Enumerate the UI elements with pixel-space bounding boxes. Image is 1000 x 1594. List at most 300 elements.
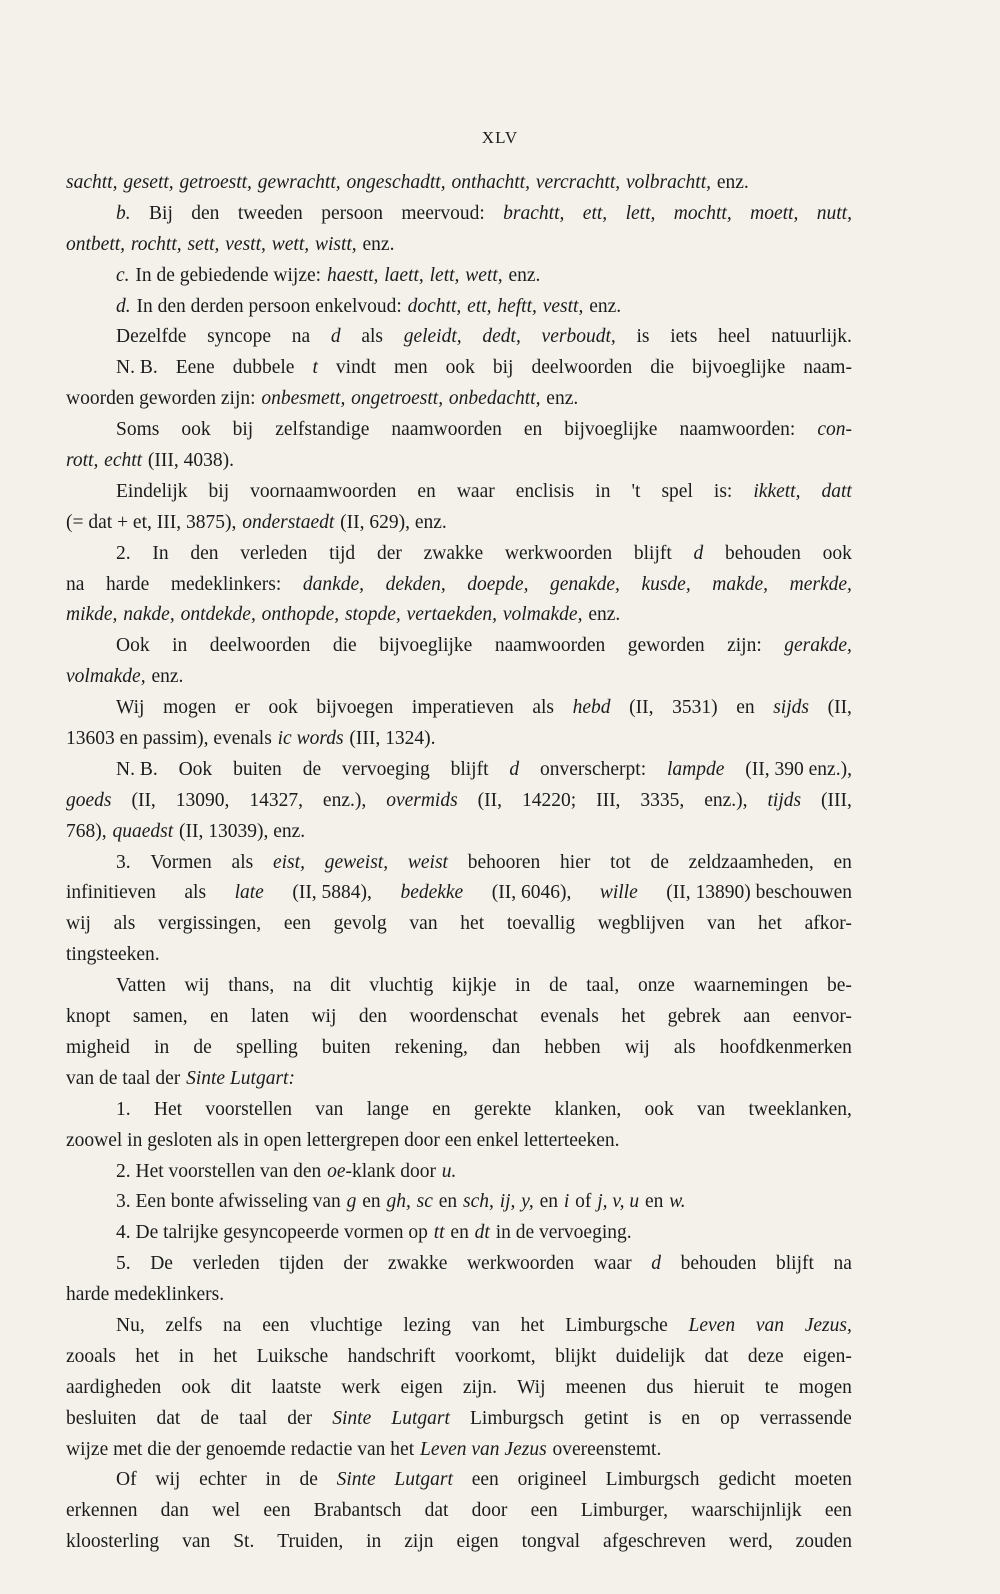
word: knopt (66, 1006, 111, 1028)
italic-word: d (693, 542, 704, 564)
word: zeldzaamheden, (688, 851, 814, 873)
italic-word: d. (116, 295, 131, 317)
italic-word: gesett, (123, 172, 174, 193)
italic-word: nutt, (816, 202, 852, 224)
word: (II, (131, 789, 156, 811)
word: deze (747, 1345, 784, 1367)
word: en (362, 1191, 381, 1213)
word: origineel (517, 1469, 587, 1491)
word: Ook (178, 758, 213, 780)
word: gevolg (333, 913, 387, 935)
italic-word: d (509, 758, 520, 780)
word: tijd (329, 542, 356, 564)
italic-word: onderstaedt (242, 511, 335, 533)
italic-word: Sinte (332, 1407, 372, 1429)
word: 3531) (672, 697, 718, 719)
word: 2. (116, 542, 131, 564)
word: kijkje (452, 975, 497, 997)
word: wij (311, 1006, 337, 1028)
italic-word: heftt, (497, 295, 537, 317)
word: -klank door (345, 1160, 436, 1182)
word: (= dat + et, III, 3875), (66, 511, 237, 533)
text-line (66, 1435, 852, 1466)
italic-word: volmakde, (66, 666, 146, 688)
word: taal (238, 1407, 268, 1429)
word: 4. De talrijke gesyncopeerde vormen op (116, 1222, 428, 1244)
word: dubbele (232, 357, 295, 379)
word: (II, 6046), (491, 882, 572, 904)
word: 13090, (175, 789, 230, 811)
italic-word: i (563, 1191, 570, 1213)
word: enz. (151, 666, 184, 688)
word: woorden geworden zijn: (66, 388, 256, 410)
italic-word: goeds (66, 789, 112, 811)
word: Limburgsche (565, 1314, 668, 1336)
text-line (66, 322, 852, 353)
word: eigen (456, 1531, 499, 1553)
word: als (361, 326, 383, 348)
word: de (193, 1036, 212, 1058)
word: handschrift (347, 1345, 436, 1367)
italic-word: dankde, (302, 573, 365, 595)
word: gedicht (718, 1469, 776, 1491)
word: de (549, 975, 568, 997)
word: of (575, 1191, 592, 1213)
word: mogen (798, 1376, 852, 1398)
word: 3335, (640, 789, 685, 811)
word: Of (116, 1469, 137, 1491)
word: enz. (588, 604, 621, 626)
word: be- (826, 975, 852, 997)
text-line (66, 477, 852, 508)
text-line (66, 755, 852, 786)
word: migheid (66, 1036, 130, 1058)
word: hebben (544, 1036, 601, 1058)
text-line (66, 446, 852, 477)
word: en (681, 1407, 701, 1429)
word: de (650, 851, 669, 873)
word: woordenschat (409, 1006, 518, 1028)
word: zwakke (423, 542, 484, 564)
word: naamwoorden (391, 419, 502, 441)
word: in (154, 1036, 170, 1058)
word: (II, (629, 697, 654, 719)
word: De (150, 1253, 173, 1275)
text-line (66, 261, 852, 292)
italic-word: stopde, (344, 604, 401, 626)
italic-word: tt (433, 1222, 445, 1244)
italic-word: ic words (277, 728, 344, 750)
word: (II, 13039), enz. (178, 820, 306, 842)
word: Limburgsch (605, 1469, 700, 1491)
text-line (66, 508, 852, 539)
word: dan (492, 1036, 521, 1058)
word: gerekte (473, 1098, 532, 1120)
word: lezing (403, 1314, 451, 1336)
word: en (523, 419, 543, 441)
italic-word: y, (521, 1191, 534, 1213)
text-line (66, 292, 852, 323)
italic-word: laett, (384, 264, 424, 286)
italic-word: sett, (187, 233, 220, 255)
word: verleden (192, 1253, 260, 1275)
word: eigen- (803, 1345, 852, 1367)
word: en (432, 1098, 451, 1120)
word: er (234, 697, 250, 719)
italic-word: Leven (688, 1314, 736, 1336)
word: Brabantsch (313, 1500, 402, 1522)
word: enz. (589, 295, 622, 317)
italic-word: gh, (386, 1191, 411, 1213)
text-line (66, 1033, 852, 1064)
text-line (66, 1249, 852, 1280)
word: en (417, 480, 436, 502)
word: zelfstandige (275, 419, 370, 441)
word: enz. (362, 233, 395, 255)
word: na (66, 573, 85, 595)
word: Het (153, 1098, 183, 1120)
body-text (66, 168, 852, 1558)
italic-word: onthachtt, (451, 172, 530, 193)
word: harde medeklinkers. (66, 1284, 225, 1306)
word: ook (181, 1376, 211, 1398)
word: bij (208, 480, 230, 502)
word: 't (631, 480, 641, 502)
word: van de taal der (66, 1067, 181, 1089)
word: toevallig (506, 913, 576, 935)
word: enclisis (515, 480, 575, 502)
word: van (707, 913, 736, 935)
italic-word: van (755, 1314, 784, 1336)
word: en (539, 1191, 558, 1213)
word: 14327, (249, 789, 303, 811)
word: voorstellen (205, 1098, 292, 1120)
word: Wij (116, 697, 145, 719)
italic-word: vestt, (225, 233, 266, 255)
word: bijvoeglijke (692, 357, 786, 379)
word: besluiten (66, 1407, 137, 1429)
word: voornaamwoorden (250, 480, 397, 502)
word: medeklinkers: (170, 573, 282, 595)
word: in de vervoeging. (495, 1222, 632, 1244)
word: hoofdkenmerken (719, 1036, 852, 1058)
word: evenals (540, 1006, 599, 1028)
word: in (366, 1531, 382, 1553)
word: ook (644, 1098, 674, 1120)
italic-word: Jezus, (804, 1314, 852, 1336)
word: den (191, 202, 220, 224)
word: van (471, 1314, 500, 1336)
word: naam- (803, 357, 852, 379)
word: naamwoorden: (679, 419, 796, 441)
word: samen, (132, 1006, 188, 1028)
word: behouden (680, 1253, 757, 1275)
word: tingsteeken. (66, 944, 160, 966)
text-line (66, 1496, 852, 1527)
word: Dezelfde (116, 326, 187, 348)
italic-word: genakde, (550, 573, 620, 595)
italic-word: j, v, u (597, 1191, 640, 1213)
word: een (824, 1500, 852, 1522)
word: Vatten (116, 975, 166, 997)
word: spel (661, 480, 693, 502)
italic-word: oe (327, 1160, 346, 1182)
word: dit (230, 1376, 252, 1398)
text-line (66, 1064, 852, 1095)
word: door (471, 1500, 508, 1522)
italic-word: weist (407, 851, 448, 873)
text-line (66, 1095, 852, 1126)
word: St. (233, 1531, 255, 1553)
word: (II, 5884), (292, 882, 372, 904)
text-line (66, 1002, 852, 1033)
word: 1. (116, 1098, 131, 1120)
italic-word: Sinte Lutgart: (186, 1067, 295, 1089)
word: N. B. (116, 357, 158, 379)
italic-word: quaedst (112, 820, 174, 842)
word: enz. (546, 388, 579, 410)
word: tongval (521, 1531, 581, 1553)
word: en (438, 1191, 458, 1213)
italic-word: getroestt, (179, 172, 252, 193)
italic-word: g (346, 1191, 357, 1213)
word: wegblijven (597, 913, 685, 935)
word: Luiksche (256, 1345, 329, 1367)
word: duidelijk (615, 1345, 686, 1367)
word: tot (610, 851, 631, 873)
word: vervoeging (341, 758, 430, 780)
italic-word: ontdekde, (180, 604, 256, 626)
word: en (736, 697, 755, 719)
word: (II, (827, 697, 852, 719)
word: Vormen (150, 851, 212, 873)
word: (II, 629), enz. (340, 511, 447, 533)
word: in (178, 1345, 194, 1367)
text-line (66, 353, 852, 384)
word: te (764, 1376, 779, 1398)
italic-word: volbrachtt, (625, 172, 711, 193)
text-line (66, 724, 852, 755)
word: een (262, 1314, 290, 1336)
word: zijn: (727, 635, 762, 657)
word: het (520, 1314, 545, 1336)
italic-word: moett, (750, 202, 799, 224)
word: eigen (400, 1376, 443, 1398)
word: wij (624, 1036, 650, 1058)
italic-word: Sinte (336, 1469, 376, 1491)
italic-word: Leven van Jezus (419, 1438, 547, 1460)
word: deelwoorden (531, 357, 633, 379)
word: afgeschreven (603, 1531, 706, 1553)
word: (III, 1324). (349, 728, 436, 750)
italic-word: ij, (499, 1191, 516, 1213)
word: verrassende (759, 1407, 852, 1429)
word: vergissingen, (158, 913, 262, 935)
italic-word: lampde (667, 758, 725, 780)
text-line (66, 909, 852, 940)
word: zouden (795, 1531, 852, 1553)
word: buiten (233, 758, 282, 780)
word: lange (366, 1098, 409, 1120)
word: klanken, (554, 1098, 622, 1120)
word: waar (456, 480, 495, 502)
italic-word: u. (441, 1160, 457, 1182)
text-line (66, 878, 852, 909)
word: kloosterling (66, 1531, 160, 1553)
word: na (833, 1253, 852, 1275)
word: syncope (207, 326, 271, 348)
word: van (315, 1098, 344, 1120)
italic-word: late (234, 882, 264, 904)
word: Limburgsch (470, 1407, 564, 1429)
word: tweeklanken, (748, 1098, 852, 1120)
word: en (210, 1006, 229, 1028)
word: Ook (116, 635, 150, 657)
italic-word: dekden, (385, 573, 446, 595)
word: ook (181, 419, 211, 441)
word: in (265, 1469, 281, 1491)
word: behouden (725, 542, 801, 564)
italic-word: Lutgart (394, 1469, 453, 1491)
word: echter (199, 1469, 247, 1491)
italic-word: b. (116, 202, 131, 224)
word: Eindelijk (116, 480, 188, 502)
word: thans, (228, 975, 275, 997)
word: N. B. (116, 758, 158, 780)
word: wij (66, 913, 91, 935)
italic-word: tijds (767, 789, 802, 811)
word: meervoud: (401, 202, 485, 224)
word: der (376, 542, 402, 564)
word: 768), (66, 820, 107, 842)
word: wij (184, 975, 210, 997)
text-line (66, 199, 852, 230)
word: wij (155, 1469, 181, 1491)
italic-word: makde, (712, 573, 769, 595)
italic-word: brachtt, (503, 202, 565, 224)
text-line (66, 1527, 852, 1558)
italic-word: d (651, 1253, 662, 1275)
italic-word: Lutgart (391, 1407, 450, 1429)
word: als (231, 851, 254, 873)
italic-word: ett, (582, 202, 608, 224)
italic-word: con- (817, 419, 852, 441)
italic-word: overmids (386, 789, 458, 811)
word: (II, (477, 789, 502, 811)
text-line (66, 817, 852, 848)
italic-word: w. (669, 1191, 686, 1213)
word: moeten (794, 1469, 852, 1491)
word: aan (743, 1006, 771, 1028)
text-line (66, 539, 852, 570)
text-line (66, 786, 852, 817)
italic-word: onthopde, (261, 604, 340, 626)
text-line (66, 384, 852, 415)
italic-word: geweist, (324, 851, 389, 873)
word: 13603 en passim), evenals (66, 728, 272, 750)
word: rekening, (394, 1036, 468, 1058)
word: in (172, 635, 188, 657)
word: meenen (565, 1376, 627, 1398)
word: In den derden persoon enkelvoud: (136, 295, 402, 317)
word: zelfs (165, 1314, 203, 1336)
word: van (409, 913, 438, 935)
word: overeenstemt. (552, 1438, 662, 1460)
word: hier (560, 851, 591, 873)
word: getint (584, 1407, 629, 1429)
word: die (332, 635, 357, 657)
word: geworden (627, 635, 705, 657)
word: zijn. (462, 1376, 497, 1398)
italic-word: hebd (572, 697, 611, 719)
word: enz.), (704, 789, 748, 811)
word: in (515, 975, 531, 997)
text-line (66, 848, 852, 879)
text-line (66, 1126, 852, 1157)
word: het (213, 1345, 238, 1367)
italic-word: wett, (465, 264, 503, 286)
word: werd, (728, 1531, 773, 1553)
word: In (152, 542, 169, 564)
word: ook (268, 697, 298, 719)
italic-word: sc (416, 1191, 433, 1213)
word: van (182, 1531, 211, 1553)
word: enz.), (322, 789, 367, 811)
italic-word: wistt, (314, 233, 357, 255)
text-line (66, 1280, 852, 1311)
word: infinitieven (66, 882, 156, 904)
word: het (758, 913, 782, 935)
word: wijze met die der genoemde redactie van het (66, 1438, 415, 1460)
word: dat (156, 1407, 181, 1429)
word: 14220; (521, 789, 577, 811)
text-line (66, 600, 852, 631)
word: zijn (404, 1531, 434, 1553)
italic-word: onbedachtt, (448, 388, 541, 410)
text-line (66, 1404, 852, 1435)
italic-word: lett, (625, 202, 656, 224)
word: enz. (508, 264, 541, 286)
word: wel (212, 1500, 241, 1522)
word: In de gebiedende wijze: (135, 264, 322, 286)
italic-word: doepde, (467, 573, 529, 595)
text-line (66, 1342, 852, 1373)
word: vluchtig (369, 975, 434, 997)
word: bij (492, 357, 514, 379)
word: na (292, 975, 312, 997)
italic-word: geleidt, (403, 326, 462, 348)
italic-word: vestt, (542, 295, 584, 317)
text-line (66, 940, 852, 971)
word: den (190, 542, 219, 564)
word: Nu, (116, 1314, 145, 1336)
italic-word: nakde, (123, 604, 175, 626)
word: der (343, 1253, 369, 1275)
word: op (720, 1407, 740, 1429)
text-line (66, 1187, 852, 1218)
word: aardigheden (66, 1376, 162, 1398)
word: blijft (776, 1253, 814, 1275)
word: voorkomt, (454, 1345, 536, 1367)
word: en (833, 851, 852, 873)
word: ook (445, 357, 475, 379)
italic-word: merkde, (789, 573, 852, 595)
word: een (283, 913, 311, 935)
word: ook (822, 542, 852, 564)
word: gebrek (667, 1006, 721, 1028)
italic-word: c. (116, 264, 130, 286)
text-line (66, 570, 852, 601)
